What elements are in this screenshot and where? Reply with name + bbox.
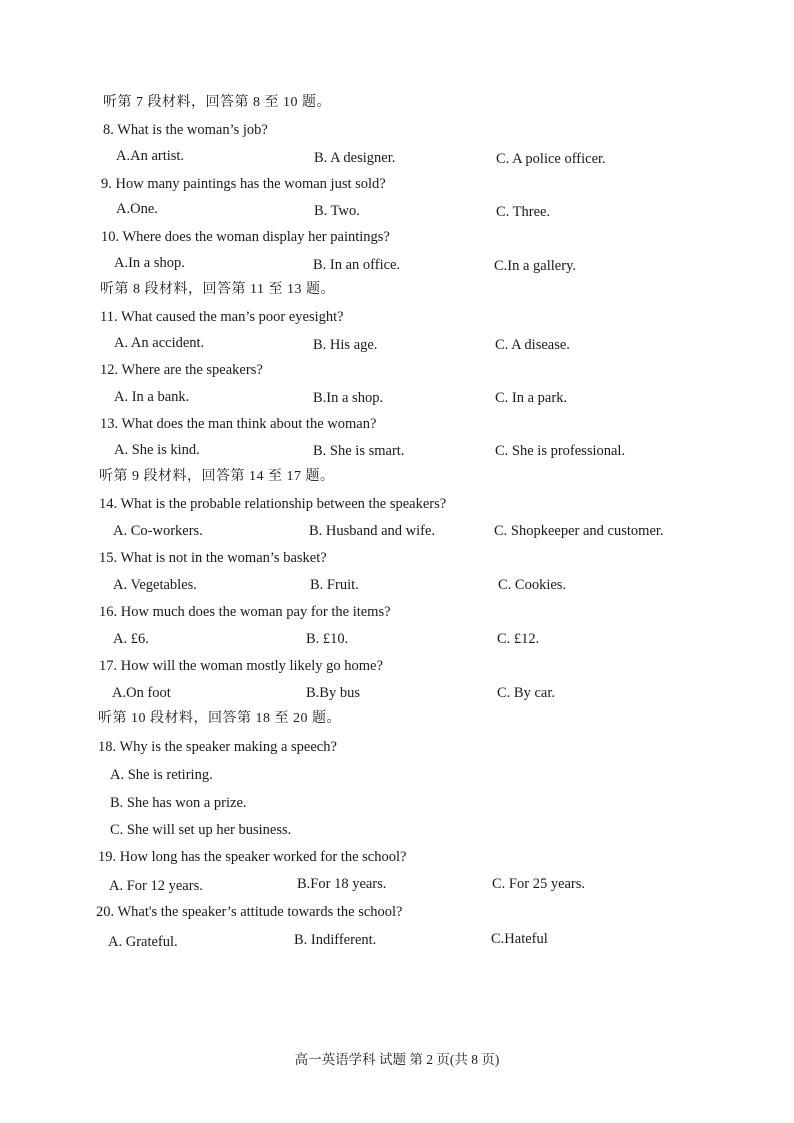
question-12-option-a: A. In a bank. (114, 389, 190, 405)
question-8-stem: 8. What is the woman’s job? (103, 122, 268, 138)
question-14-option-b: B. Husband and wife. (309, 523, 436, 539)
question-13-option-b: B. She is smart. (313, 443, 405, 459)
question-12-option-b: B.In a shop. (313, 390, 384, 406)
question-11-option-c: C. A disease. (495, 337, 570, 353)
question-20-option-a: A. Grateful. (108, 934, 178, 950)
question-17-stem: 17. How will the woman mostly likely go home? (99, 658, 383, 674)
question-19-stem: 19. How long has the speaker worked for the school? (98, 849, 407, 865)
section-heading-8: 听第 8 段材料，回答第 11 至 13 题。 (100, 282, 335, 297)
question-18-option-b: B. She has won a prize. (110, 795, 247, 811)
question-11-stem: 11. What caused the man’s poor eyesight? (100, 309, 344, 325)
question-13-stem: 13. What does the man think about the woman? (100, 416, 377, 432)
section-heading-10: 听第 10 段材料，回答第 18 至 20 题。 (98, 711, 341, 726)
question-16-stem: 16. How much does the woman pay for the items? (99, 604, 391, 620)
question-15-option-c: C. Cookies. (498, 577, 567, 593)
question-20-option-b: B. Indifferent. (294, 932, 377, 948)
question-13-option-a: A. She is kind. (114, 442, 200, 458)
question-18-option-c: C. She will set up her business. (110, 822, 292, 838)
question-15-option-a: A. Vegetables. (113, 577, 197, 593)
question-9-option-a: A.One. (116, 201, 158, 217)
question-13-option-c: C. She is professional. (495, 443, 626, 459)
question-18-stem: 18. Why is the speaker making a speech? (98, 739, 337, 755)
question-16-option-a: A. £6. (113, 631, 149, 647)
question-9-option-c: C. Three. (496, 204, 551, 220)
question-18-option-a: A. She is retiring. (110, 767, 213, 783)
question-17-option-a: A.On foot (112, 685, 171, 701)
question-11-option-b: B. His age. (313, 337, 378, 353)
question-17-option-c: C. By car. (497, 685, 555, 701)
question-10-option-c: C.In a gallery. (494, 258, 577, 274)
section-heading-7: 听第 7 段材料，回答第 8 至 10 题。 (103, 95, 331, 110)
question-14-option-c: C. Shopkeeper and customer. (494, 523, 664, 539)
question-10-option-b: B. In an office. (313, 257, 401, 273)
page-footer: 高一英语学科 试题 第 2 页(共 8 页) (294, 1052, 500, 1067)
section-heading-9: 听第 9 段材料，回答第 14 至 17 题。 (99, 469, 335, 484)
question-15-option-b: B. Fruit. (310, 577, 359, 593)
question-12-option-c: C. In a park. (495, 390, 568, 406)
question-19-option-a: A. For 12 years. (109, 878, 203, 894)
question-8-option-b: B. A designer. (314, 150, 396, 166)
question-9-option-b: B. Two. (314, 203, 360, 219)
question-15-stem: 15. What is not in the woman’s basket? (99, 550, 327, 566)
question-16-option-b: B. £10. (306, 631, 349, 647)
question-20-option-c: C.Hateful (491, 931, 548, 947)
question-8-option-c: C. A police officer. (496, 151, 606, 167)
question-14-option-a: A. Co-workers. (113, 523, 203, 539)
question-8-option-a: A.An artist. (116, 148, 185, 164)
question-16-option-c: C. £12. (497, 631, 540, 647)
question-12-stem: 12. Where are the speakers? (100, 362, 263, 378)
question-20-stem: 20. What's the speaker’s attitude towards the school? (96, 904, 403, 920)
question-17-option-b: B.By bus (306, 685, 360, 701)
question-14-stem: 14. What is the probable relationship between the speakers? (99, 496, 447, 512)
question-9-stem: 9. How many paintings has the woman just sold? (101, 176, 386, 192)
question-19-option-c: C. For 25 years. (492, 876, 586, 892)
question-11-option-a: A. An accident. (114, 335, 205, 351)
question-10-option-a: A.In a shop. (114, 255, 185, 271)
question-19-option-b: B.For 18 years. (297, 876, 387, 892)
question-10-stem: 10. Where does the woman display her paintings? (101, 229, 390, 245)
